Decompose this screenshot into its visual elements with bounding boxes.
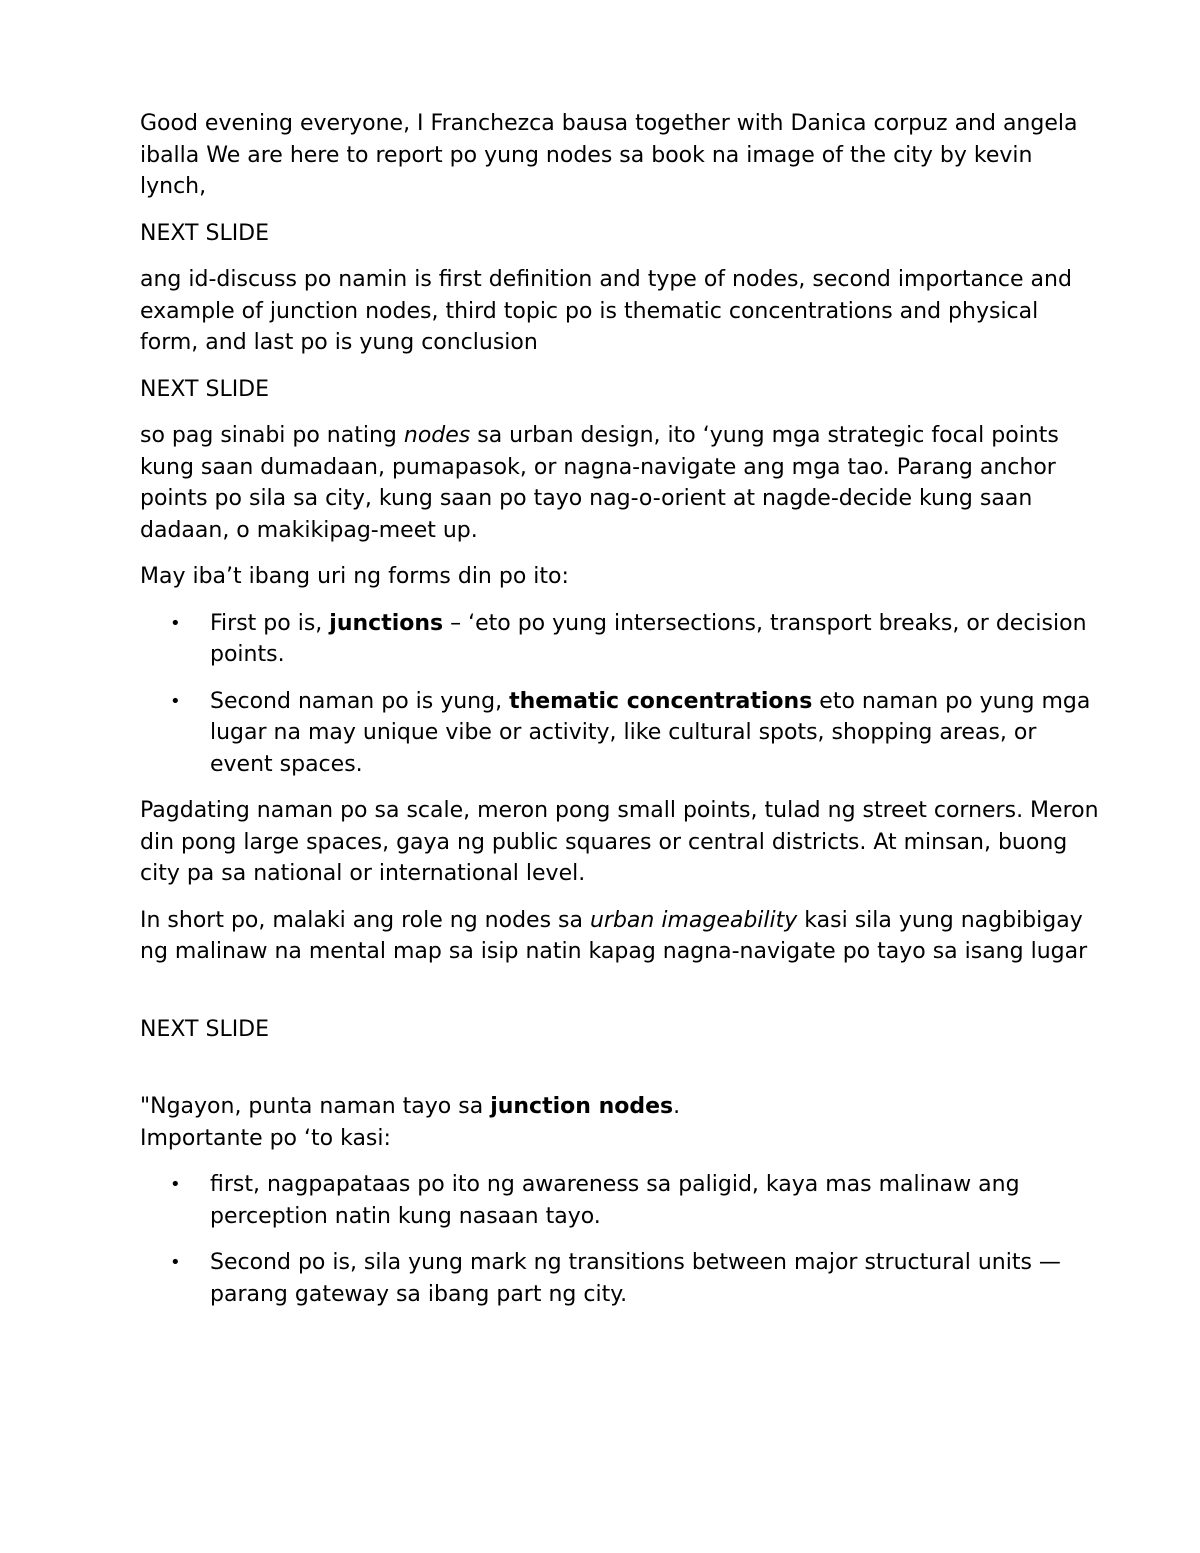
bullet-icon: • bbox=[170, 1252, 181, 1273]
italic-term: urban imageability bbox=[589, 907, 798, 933]
text-run: sa urban design, ito ‘yung mga strategic focal points kung saan dumadaan, pumapasok, or nagna-navigate ang mga tao. Parang anchor points po sila sa city, kung saan po tayo nag-o-orient at nagde-decide kung saan dadaan, o makikipag-meet up. bbox=[140, 423, 1059, 543]
text-run: Second naman po is yung, bbox=[210, 688, 510, 714]
next-slide-label: NEXT SLIDE bbox=[140, 1016, 270, 1042]
text-run: eto naman po yung mga lugar na may unique vibe or activity, like cultural spots, shopping areas, or event spaces. bbox=[210, 688, 1091, 777]
bold-term: thematic concentrations bbox=[509, 688, 813, 714]
forms-intro-paragraph: May iba’t ibang uri ng forms din po ito: bbox=[140, 564, 569, 589]
text-run: Second po is, sila yung mark ng transitions between major structural units — parang gateway sa ibang part ng city. bbox=[210, 1250, 1061, 1307]
italic-term: nodes bbox=[403, 423, 471, 448]
bullet-icon: • bbox=[170, 690, 181, 712]
intro-paragraph: Good evening everyone, I Franchezca bausa together with Danica corpuz and angela iballa We are here to report po yung nodes sa book na image of the city by kevin lynch, bbox=[140, 111, 1078, 199]
junction-intro-paragraph bbox=[140, 1091, 1100, 1123]
list-item bbox=[140, 608, 1100, 671]
importance-intro-paragraph: Importante po ‘to kasi: bbox=[140, 1125, 391, 1151]
text-run: First po is, bbox=[210, 610, 330, 636]
text-run: first, nagpapataas po ito ng awareness sa paligid, kaya mas malinaw ang perception natin kung nasaan tayo. bbox=[210, 1172, 1020, 1229]
summary-paragraph bbox=[140, 905, 1100, 968]
node-types-list bbox=[140, 608, 1100, 781]
blank-line bbox=[140, 983, 1100, 1014]
importance-list bbox=[140, 1169, 1100, 1310]
bold-term: junctions bbox=[329, 610, 444, 636]
agenda-paragraph: ang id-discuss po namin is first definition and type of nodes, second importance and example of junction nodes, third topic po is thematic concentrations and physical form, and last po is yung conclusion bbox=[140, 267, 1072, 355]
text-run: "Ngayon, punta naman tayo sa bbox=[140, 1094, 491, 1119]
bold-term: junction nodes bbox=[490, 1094, 674, 1119]
blank-line bbox=[140, 1060, 1100, 1091]
scale-paragraph: Pagdating naman po sa scale, meron pong small points, tulad ng street corners. Meron din pong large spaces, gaya ng public squares or central districts. At minsan, buong city pa sa national or international level. bbox=[140, 798, 1099, 886]
list-item bbox=[140, 1169, 1100, 1232]
text-run: . bbox=[673, 1094, 681, 1119]
list-item bbox=[140, 686, 1100, 781]
text-run: kasi sila yung nagbibigay ng malinaw na mental map sa isip natin kapag nagna-navigate po tayo sa isang lugar bbox=[140, 907, 1088, 964]
next-slide-label: NEXT SLIDE bbox=[140, 220, 270, 246]
text-run: In short po, malaki ang role ng nodes sa bbox=[140, 907, 590, 933]
text-run: – ‘eto po yung intersections, transport breaks, or decision points. bbox=[210, 610, 1087, 667]
bullet-icon: • bbox=[170, 1174, 181, 1195]
nodes-definition-paragraph bbox=[140, 420, 1100, 546]
bullet-icon: • bbox=[170, 612, 181, 634]
document-page bbox=[140, 108, 1100, 1325]
text-run: so pag sinabi po nating bbox=[140, 423, 404, 448]
next-slide-label: NEXT SLIDE bbox=[140, 376, 270, 402]
list-item bbox=[140, 1247, 1100, 1310]
